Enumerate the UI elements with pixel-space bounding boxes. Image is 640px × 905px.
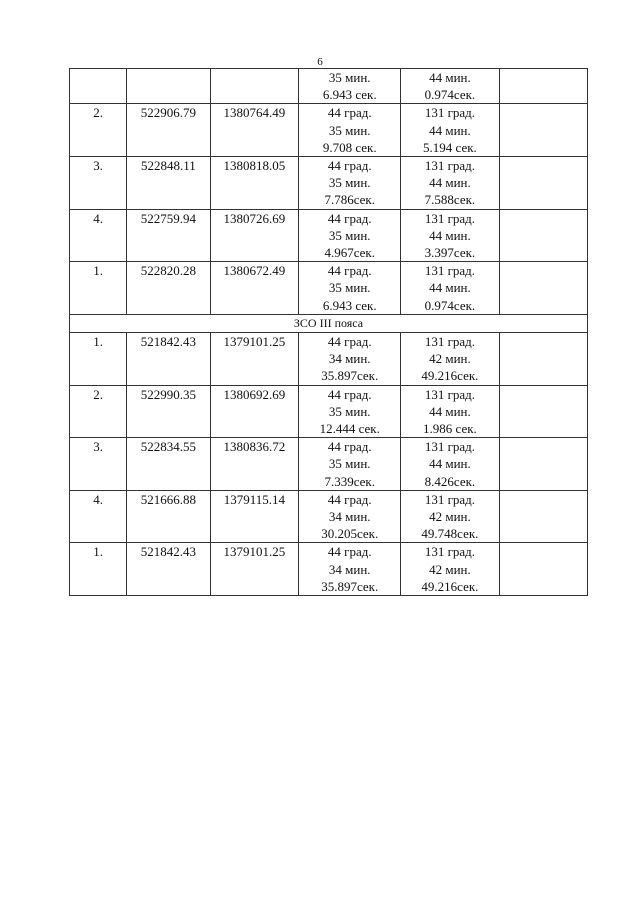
y-coordinate-cell: 1379115.14 xyxy=(210,490,299,543)
latitude-cell-line: 4.967сек. xyxy=(324,245,375,261)
latitude-cell-line: 6.943 сек. xyxy=(322,297,377,313)
longitude-cell-line: 3.397сек. xyxy=(424,245,476,261)
point-number-cell: 1. xyxy=(70,333,127,386)
latitude-cell xyxy=(299,104,401,157)
page-number: 6 xyxy=(317,56,323,68)
y-coordinate-cell xyxy=(210,69,299,104)
latitude-cell-line: 44 град. xyxy=(327,263,372,279)
latitude-cell-line: 9.708 сек. xyxy=(322,139,377,155)
latitude-cell xyxy=(299,69,401,104)
empty-cell xyxy=(499,490,587,543)
x-coordinate-cell: 522759.94 xyxy=(127,209,210,262)
table-row xyxy=(70,543,588,596)
table-row xyxy=(70,333,588,386)
x-coordinate-cell: 521666.88 xyxy=(127,490,210,543)
latitude-cell xyxy=(299,490,401,543)
y-coordinate-cell: 1380672.49 xyxy=(210,262,299,315)
latitude-cell-line: 35 мин. xyxy=(328,227,371,243)
y-coordinate-cell: 1379101.25 xyxy=(210,333,299,386)
longitude-cell-line: 44 мин. xyxy=(429,280,471,296)
latitude-cell-line: 35.897сек. xyxy=(321,578,379,594)
longitude-cell-line: 44 мин. xyxy=(429,70,471,85)
longitude-cell xyxy=(401,157,499,210)
longitude-cell-line: 49.216сек. xyxy=(421,368,479,384)
longitude-cell-line: 131 град. xyxy=(424,491,476,507)
longitude-cell xyxy=(401,69,499,104)
table-row xyxy=(70,262,588,315)
latitude-cell-line: 35 мин. xyxy=(328,280,371,296)
table-body-zone-2 xyxy=(70,69,588,315)
empty-cell xyxy=(499,69,587,104)
empty-cell xyxy=(499,438,587,491)
coordinates-table xyxy=(69,68,588,596)
longitude-cell-line: 42 мин. xyxy=(429,509,471,525)
point-number-cell: 2. xyxy=(70,385,127,438)
section-title: ЗСО III пояса xyxy=(70,314,588,332)
latitude-cell-line: 30.205сек. xyxy=(321,526,379,542)
table-row xyxy=(70,438,588,491)
latitude-cell xyxy=(299,333,401,386)
y-coordinate-cell: 1380764.49 xyxy=(210,104,299,157)
table-row xyxy=(70,385,588,438)
latitude-cell-line: 44 град. xyxy=(327,386,372,402)
table-body-zone-3 xyxy=(70,333,588,596)
x-coordinate-cell: 522990.35 xyxy=(127,385,210,438)
longitude-cell-line: 44 мин. xyxy=(429,122,471,138)
latitude-cell xyxy=(299,209,401,262)
longitude-cell-line: 49.216сек. xyxy=(421,578,479,594)
longitude-cell-line: 44 мин. xyxy=(429,175,471,191)
point-number-cell: 1. xyxy=(70,543,127,596)
empty-cell xyxy=(499,333,587,386)
latitude-cell-line: 44 град. xyxy=(327,210,372,226)
table-row xyxy=(70,104,588,157)
y-coordinate-cell: 1380726.69 xyxy=(210,209,299,262)
point-number-cell: 2. xyxy=(70,104,127,157)
latitude-cell-line: 44 град. xyxy=(327,544,372,560)
longitude-cell xyxy=(401,490,499,543)
x-coordinate-cell xyxy=(127,69,210,104)
point-number-cell: 4. xyxy=(70,209,127,262)
point-number-cell: 1. xyxy=(70,262,127,315)
longitude-cell-line: 0.974сек. xyxy=(424,87,476,103)
table-row xyxy=(70,69,588,104)
longitude-cell-line: 44 мин. xyxy=(429,227,471,243)
longitude-cell-line: 131 град. xyxy=(424,105,476,121)
longitude-cell-line: 8.426сек. xyxy=(424,473,476,489)
table-row xyxy=(70,157,588,210)
latitude-cell xyxy=(299,438,401,491)
longitude-cell xyxy=(401,438,499,491)
section-row xyxy=(70,314,588,332)
longitude-cell-line: 1.986 сек. xyxy=(423,421,477,437)
x-coordinate-cell: 522906.79 xyxy=(127,104,210,157)
longitude-cell-line: 44 мин. xyxy=(429,403,471,419)
point-number-cell: 3. xyxy=(70,157,127,210)
latitude-cell-line: 35 мин. xyxy=(328,403,371,419)
latitude-cell-line: 6.943 сек. xyxy=(322,87,377,103)
latitude-cell-line: 12.444 сек. xyxy=(319,421,380,437)
point-number-cell: 4. xyxy=(70,490,127,543)
empty-cell xyxy=(499,104,587,157)
latitude-cell-line: 35 мин. xyxy=(328,175,371,191)
latitude-cell-line: 44 град. xyxy=(327,158,372,174)
y-coordinate-cell: 1380692.69 xyxy=(210,385,299,438)
longitude-cell-line: 131 град. xyxy=(424,263,476,279)
longitude-cell xyxy=(401,104,499,157)
table-row xyxy=(70,490,588,543)
longitude-cell-line: 42 мин. xyxy=(429,351,471,367)
longitude-cell-line: 131 град. xyxy=(424,439,476,455)
longitude-cell-line: 7.588сек. xyxy=(424,192,476,208)
longitude-cell xyxy=(401,262,499,315)
x-coordinate-cell: 521842.43 xyxy=(127,543,210,596)
latitude-cell-line: 44 град. xyxy=(327,334,372,350)
empty-cell xyxy=(499,543,587,596)
longitude-cell-line: 131 град. xyxy=(424,386,476,402)
latitude-cell-line: 44 град. xyxy=(327,439,372,455)
latitude-cell-line: 44 град. xyxy=(327,491,372,507)
table-row xyxy=(70,209,588,262)
longitude-cell-line: 131 град. xyxy=(424,210,476,226)
x-coordinate-cell: 521842.43 xyxy=(127,333,210,386)
latitude-cell-line: 34 мин. xyxy=(328,509,371,525)
x-coordinate-cell: 522820.28 xyxy=(127,262,210,315)
x-coordinate-cell: 522848.11 xyxy=(127,157,210,210)
latitude-cell xyxy=(299,157,401,210)
longitude-cell xyxy=(401,209,499,262)
longitude-cell-line: 44 мин. xyxy=(429,456,471,472)
latitude-cell xyxy=(299,262,401,315)
longitude-cell-line: 131 град. xyxy=(424,544,476,560)
longitude-cell xyxy=(401,385,499,438)
longitude-cell xyxy=(401,333,499,386)
latitude-cell-line: 35 мин. xyxy=(328,456,371,472)
longitude-cell-line: 131 град. xyxy=(424,158,476,174)
latitude-cell-line: 7.339сек. xyxy=(324,473,375,489)
point-number-cell xyxy=(70,69,127,104)
latitude-cell-line: 44 град. xyxy=(327,105,372,121)
latitude-cell-line: 35 мин. xyxy=(328,70,371,85)
y-coordinate-cell: 1379101.25 xyxy=(210,543,299,596)
latitude-cell-line: 7.786сек. xyxy=(324,192,375,208)
table-section-header xyxy=(70,314,588,332)
latitude-cell xyxy=(299,543,401,596)
empty-cell xyxy=(499,385,587,438)
point-number-cell: 3. xyxy=(70,438,127,491)
longitude-cell-line: 0.974сек. xyxy=(424,297,476,313)
latitude-cell-line: 35 мин. xyxy=(328,122,371,138)
latitude-cell-line: 35.897сек. xyxy=(321,368,379,384)
longitude-cell xyxy=(401,543,499,596)
empty-cell xyxy=(499,157,587,210)
longitude-cell-line: 49.748сек. xyxy=(421,526,479,542)
y-coordinate-cell: 1380836.72 xyxy=(210,438,299,491)
empty-cell xyxy=(499,209,587,262)
longitude-cell-line: 42 мин. xyxy=(429,561,471,577)
y-coordinate-cell: 1380818.05 xyxy=(210,157,299,210)
latitude-cell-line: 34 мин. xyxy=(328,561,371,577)
latitude-cell-line: 34 мин. xyxy=(328,351,371,367)
longitude-cell-line: 5.194 сек. xyxy=(423,139,477,155)
longitude-cell-line: 131 град. xyxy=(424,334,476,350)
x-coordinate-cell: 522834.55 xyxy=(127,438,210,491)
empty-cell xyxy=(499,262,587,315)
latitude-cell xyxy=(299,385,401,438)
